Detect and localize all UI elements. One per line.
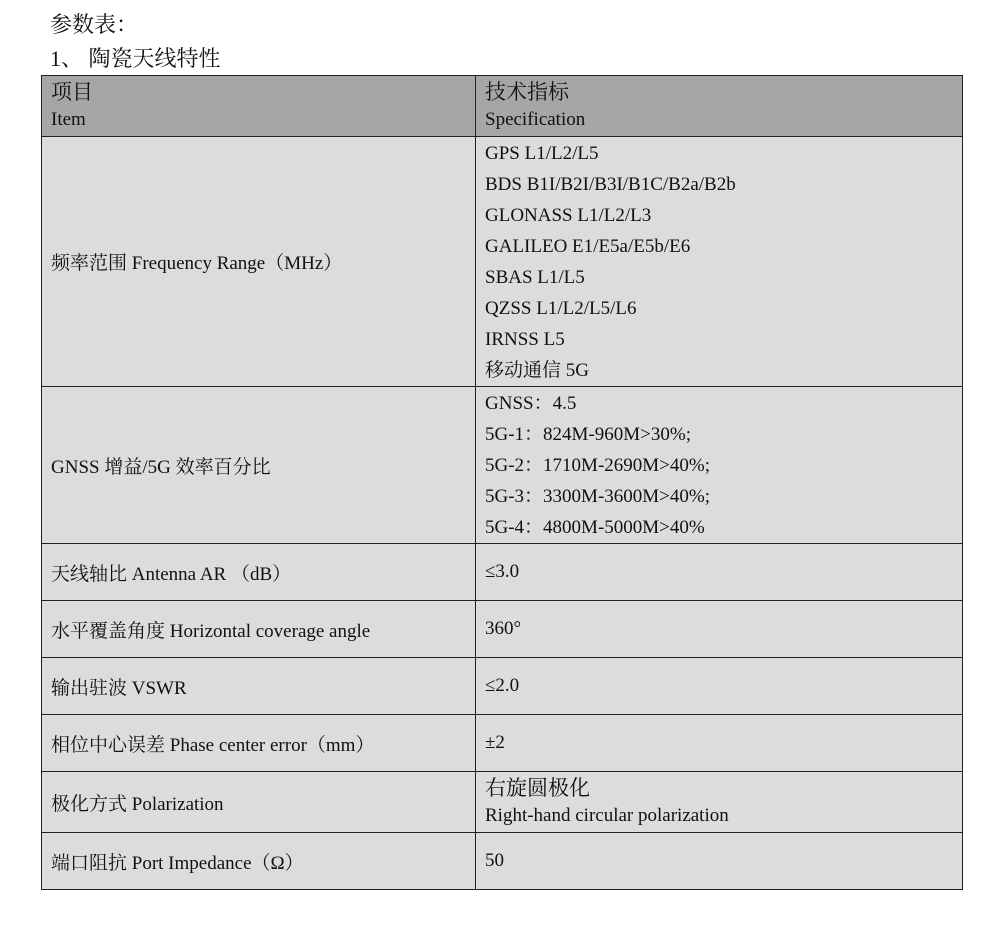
row-item bbox=[42, 715, 476, 772]
row-item-label: 水平覆盖角度 Horizontal coverage angle bbox=[51, 620, 371, 642]
row-item bbox=[42, 833, 476, 890]
row-spec bbox=[476, 544, 963, 601]
table-row bbox=[42, 658, 963, 715]
row-item bbox=[42, 772, 476, 833]
spec-line: QZSS L1/L2/L5/L6 bbox=[485, 297, 637, 319]
spec-line: GLONASS L1/L2/L3 bbox=[485, 204, 652, 226]
table-row bbox=[42, 137, 963, 387]
header-spec bbox=[476, 76, 963, 137]
header-item bbox=[42, 76, 476, 137]
spec-value: ±2 bbox=[485, 732, 505, 753]
row-item-label: 端口阻抗 Port Impedance（Ω） bbox=[51, 852, 304, 874]
table-header-row bbox=[42, 76, 963, 137]
row-spec bbox=[476, 772, 963, 833]
table-row bbox=[42, 772, 963, 833]
row-spec bbox=[476, 387, 963, 544]
table-row bbox=[42, 715, 963, 772]
row-spec bbox=[476, 833, 963, 890]
spec-line: SBAS L1/L5 bbox=[485, 266, 585, 288]
row-spec bbox=[476, 715, 963, 772]
row-item-label: GNSS 增益/5G 效率百分比 bbox=[51, 456, 271, 478]
header-item-en: Item bbox=[51, 109, 86, 130]
table-row bbox=[42, 544, 963, 601]
row-item-label: 输出驻波 VSWR bbox=[51, 677, 187, 699]
row-item-label: 天线轴比 Antenna AR （dB） bbox=[51, 563, 292, 585]
spec-line: GNSS：4.5 bbox=[485, 392, 577, 414]
spec-line: 5G-2：1710M-2690M>40%; bbox=[485, 454, 710, 476]
row-spec bbox=[476, 658, 963, 715]
row-item-label: 频率范围 Frequency Range（MHz） bbox=[51, 253, 343, 274]
spec-value: ≤3.0 bbox=[485, 561, 520, 582]
spec-line: 5G-4：4800M-5000M>40% bbox=[485, 516, 705, 538]
section-title: 1、 陶瓷天线特性 bbox=[50, 46, 221, 71]
spec-line: GPS L1/L2/L5 bbox=[485, 142, 599, 164]
row-item-label: 极化方式 Polarization bbox=[51, 793, 224, 815]
spec-value: 50 bbox=[485, 850, 504, 871]
header-spec-en: Specification bbox=[485, 109, 586, 130]
header-item-zh: 项目 bbox=[51, 80, 93, 104]
row-item bbox=[42, 387, 476, 544]
spec-table bbox=[41, 75, 963, 890]
row-spec bbox=[476, 137, 963, 387]
spec-line: 5G-3：3300M-3600M>40%; bbox=[485, 485, 710, 507]
table-row bbox=[42, 601, 963, 658]
row-item bbox=[42, 601, 476, 658]
spec-line: GALILEO E1/E5a/E5b/E6 bbox=[485, 235, 691, 257]
spec-line: BDS B1I/B2I/B3I/B1C/B2a/B2b bbox=[485, 173, 736, 195]
spec-value: 360° bbox=[485, 618, 522, 639]
spec-line: 5G-1：824M-960M>30%; bbox=[485, 423, 691, 445]
row-item-label: 相位中心误差 Phase center error（mm） bbox=[51, 734, 375, 756]
spec-line: 右旋圆极化 bbox=[485, 776, 590, 800]
spec-line: Right-hand circular polarization bbox=[485, 805, 729, 826]
table-row bbox=[42, 387, 963, 544]
row-item bbox=[42, 658, 476, 715]
header-spec-zh: 技术指标 bbox=[485, 80, 569, 104]
spec-line: 移动通信 5G bbox=[485, 359, 589, 381]
row-spec bbox=[476, 601, 963, 658]
page-title: 参数表： bbox=[50, 12, 139, 37]
row-item bbox=[42, 137, 476, 387]
spec-line: IRNSS L5 bbox=[485, 328, 565, 350]
spec-value: ≤2.0 bbox=[485, 675, 520, 696]
row-item bbox=[42, 544, 476, 601]
table-row bbox=[42, 833, 963, 890]
